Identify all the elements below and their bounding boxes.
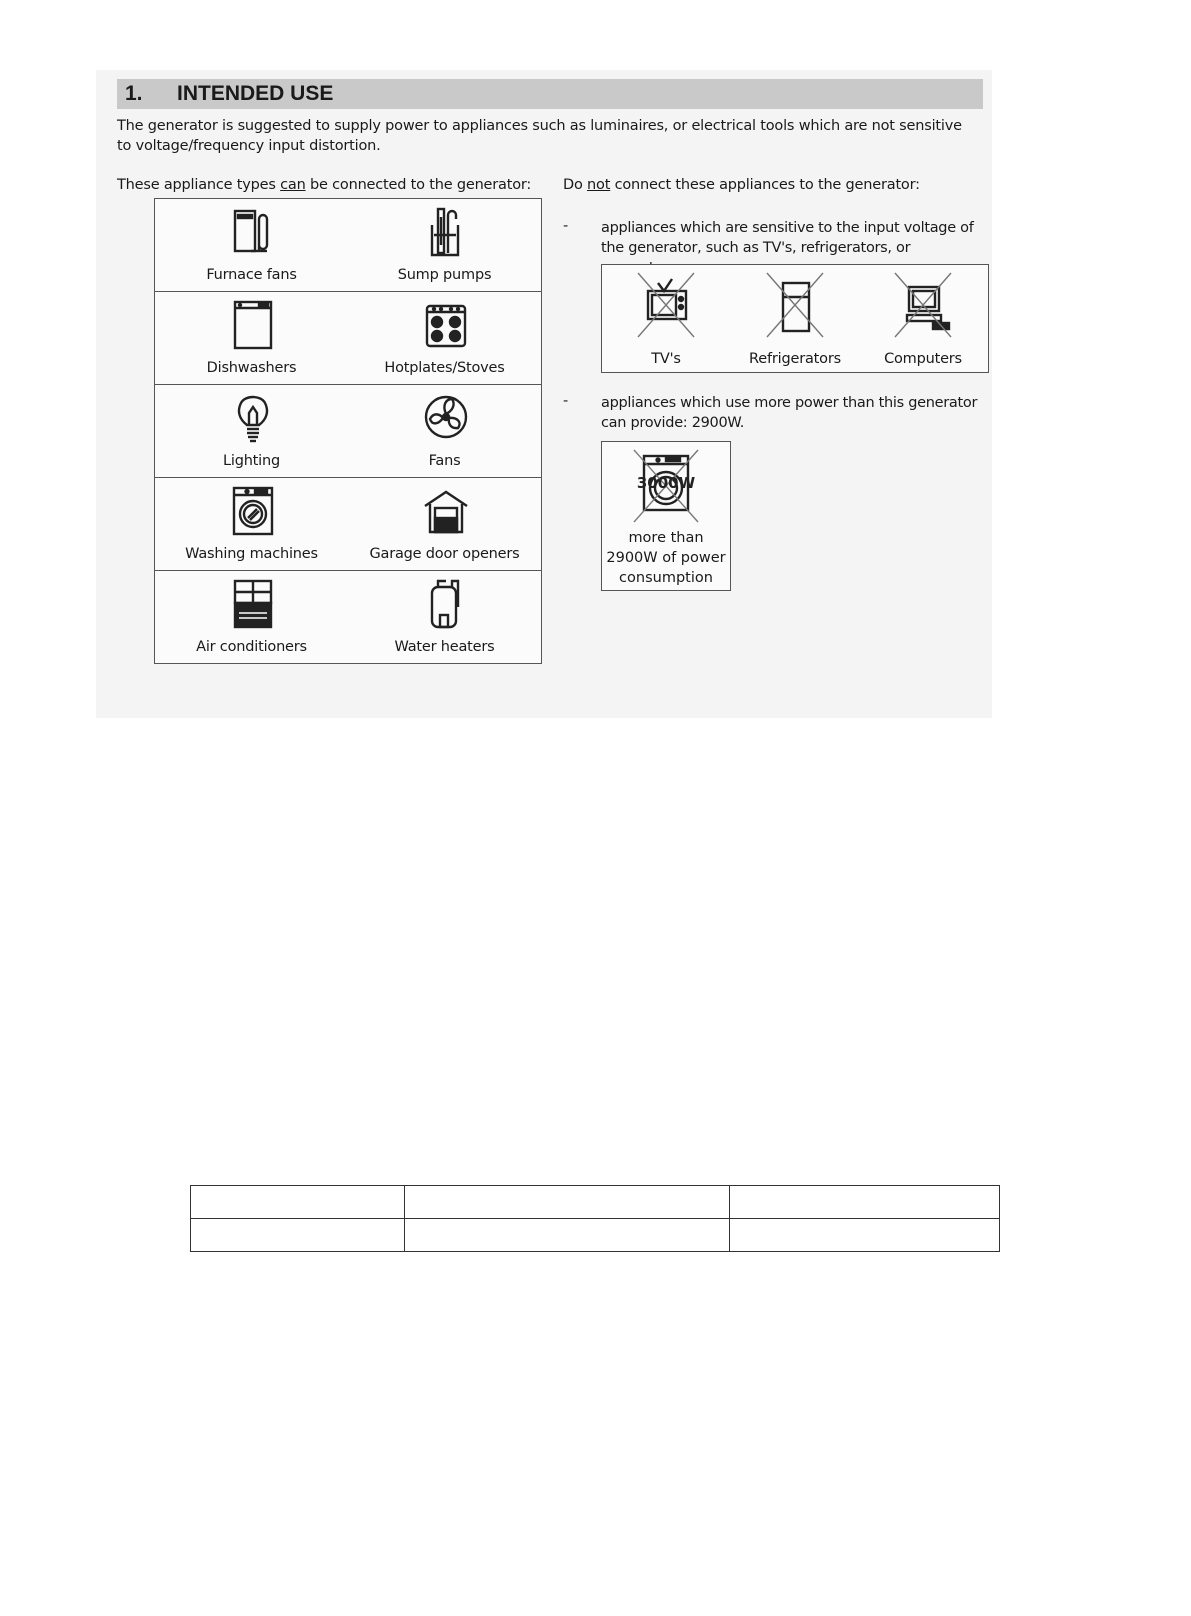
can-connect-label	[117, 175, 531, 195]
table-cell	[404, 1219, 730, 1252]
grid-row	[155, 291, 541, 384]
do-not-connect-label	[563, 175, 920, 195]
allowed-appliances-grid	[154, 198, 542, 664]
water-heater-icon	[424, 577, 468, 631]
appliance-cell	[155, 385, 348, 477]
appliance-cell	[155, 478, 348, 570]
dishwasher-icon	[231, 298, 275, 352]
appliance-label: Sump pumps	[397, 267, 492, 283]
appliance-cell	[348, 571, 541, 663]
table-row	[191, 1186, 1000, 1219]
prohibited-appliance-cell	[602, 265, 730, 372]
appliance-label: Washing machines	[185, 546, 318, 562]
computer-icon	[893, 271, 953, 341]
appliance-label: Fans	[428, 453, 461, 469]
bullet-dash: -	[563, 393, 569, 409]
can-label-post: be connected to the generator:	[305, 177, 532, 193]
light-bulb-icon	[231, 391, 275, 445]
refrigerator-icon	[765, 271, 825, 341]
air-conditioner-icon	[231, 577, 275, 631]
prohibited-appliance-cell	[731, 265, 859, 372]
section-title: INTENDED USE	[177, 82, 334, 105]
furnace-fan-icon	[231, 205, 275, 259]
not-label-emphasis: not	[587, 177, 611, 193]
appliance-label: Air conditioners	[196, 639, 307, 655]
tv-icon	[636, 271, 696, 341]
appliance-label: Lighting	[222, 453, 280, 469]
appliance-label: Furnace fans	[206, 267, 297, 283]
stove-icon	[424, 298, 468, 352]
sensitive-appliances-text: appliances which are sensitive to the input voltage of the generator, such as TV's, refrigerators, or	[601, 220, 974, 256]
wattage-badge: 3000W	[636, 474, 696, 492]
can-label-emphasis: can	[280, 177, 306, 193]
prohibited-appliance-label: Computers	[884, 351, 962, 367]
table-cell	[730, 1186, 1000, 1219]
not-label-post: connect these appliances to the generator:	[610, 177, 920, 193]
prohibited-appliance-label: Refrigerators	[749, 351, 841, 367]
grid-row	[155, 477, 541, 570]
prohibited-appliance-cell	[859, 265, 987, 372]
appliance-cell	[348, 478, 541, 570]
appliance-cell	[155, 571, 348, 663]
blank-table	[190, 1185, 1000, 1252]
bullet-dash: -	[563, 218, 569, 234]
not-label-pre: Do	[563, 177, 588, 193]
appliance-cell	[155, 292, 348, 384]
appliance-cell	[155, 199, 348, 291]
sensitive-appliances-box	[601, 264, 989, 373]
appliance-label: Water heaters	[394, 639, 495, 655]
table-cell	[730, 1219, 1000, 1252]
appliance-cell	[348, 385, 541, 477]
appliance-label: Hotplates/Stoves	[384, 360, 505, 376]
appliance-label: Dishwashers	[206, 360, 297, 376]
washing-machine-icon	[231, 484, 275, 538]
appliance-label: Garage door openers	[369, 546, 520, 562]
grid-row	[155, 199, 541, 291]
section-heading	[117, 79, 983, 109]
table-row	[191, 1219, 1000, 1252]
appliance-cell	[348, 292, 541, 384]
appliance-cell	[348, 199, 541, 291]
grid-row	[155, 384, 541, 477]
fan-icon	[424, 391, 468, 445]
high-power-appliances-text: appliances which use more power than this generator can provide: 2900W.	[601, 395, 978, 431]
sump-pump-icon	[424, 205, 468, 259]
table-cell	[404, 1186, 730, 1219]
high-power-caption: more than 2900W of power consumption	[606, 530, 726, 586]
section-number: 1.	[125, 82, 143, 105]
can-label-pre: These appliance types	[117, 177, 281, 193]
high-power-box	[601, 441, 731, 591]
intro-paragraph: The generator is suggested to supply power to appliances such as luminaires, or electrical tools which are not sensitive to voltage/frequency input distortion.	[117, 118, 962, 154]
table-cell	[191, 1186, 405, 1219]
garage-door-icon	[424, 484, 468, 538]
table-cell	[191, 1219, 405, 1252]
prohibited-appliance-label: TV's	[651, 351, 681, 367]
grid-row	[155, 570, 541, 663]
